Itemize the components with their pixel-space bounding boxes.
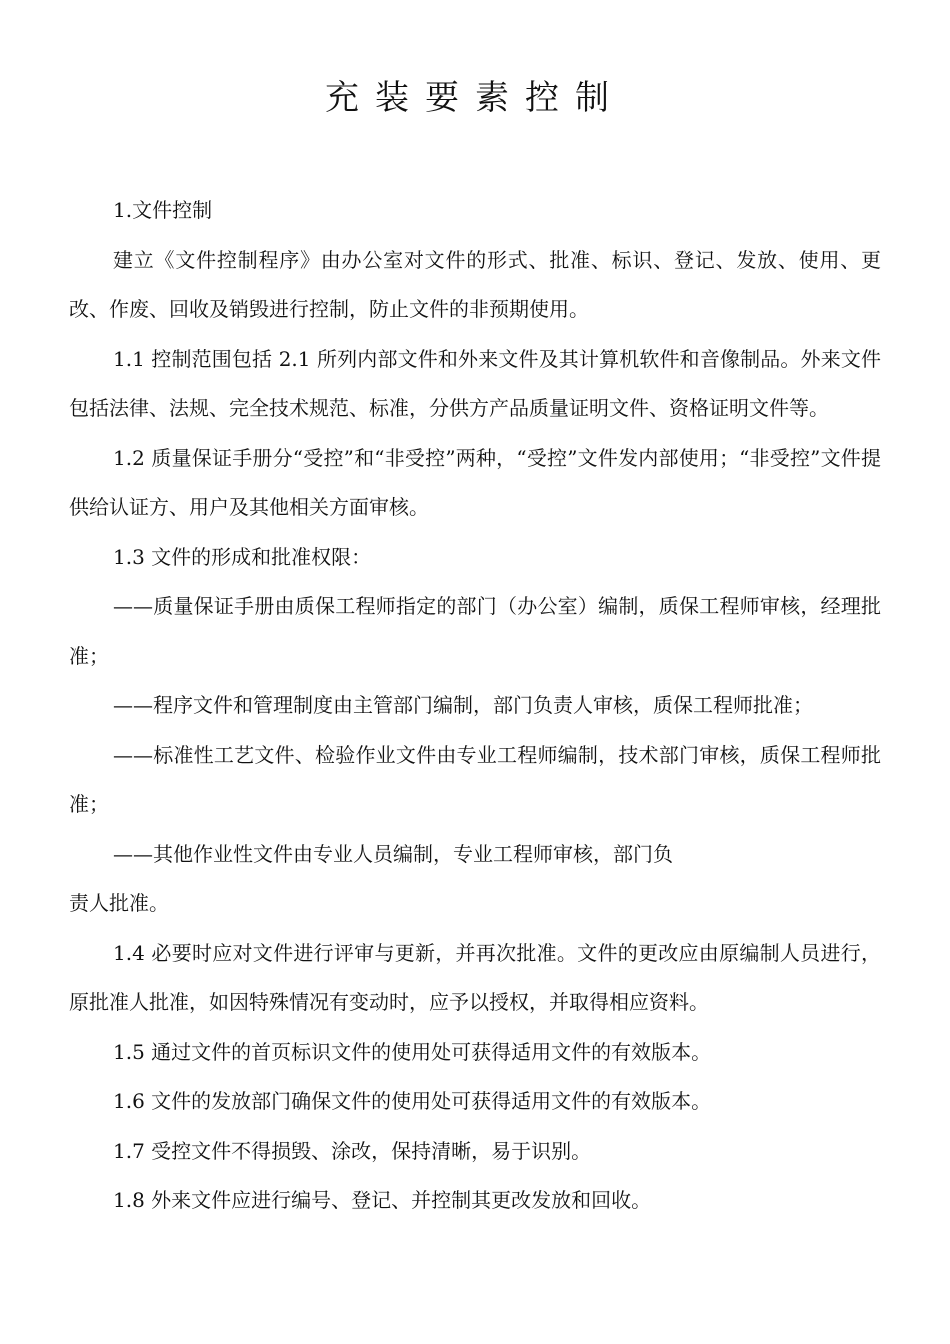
page-title: 充装要素控制 [325, 78, 625, 118]
section-heading-file-control: 1.文件控制 [113, 198, 213, 222]
paragraph-1-3-approval-authority: 1.3 文件的形成和批准权限： [113, 544, 372, 569]
paragraph-1-5-front-page-id: 1.5 通过文件的首页标识文件的使用处可获得适用文件的有效版本。 [113, 1039, 712, 1064]
paragraph-1-7-controlled-files: 1.7 受控文件不得损毁、涂改，保持清晰，易于识别。 [113, 1138, 592, 1163]
paragraph-1-1-scope: 1.1 控制范围包括 2.1 所列内部文件和外来文件及其计算机软件和音像制品。外来文件包括法律、法规、完全技术规范、标准，分供方产品质量证明文件、资格证明文件等。 [69, 346, 881, 420]
list-item-quality-manual: ——质量保证手册由质保工程师指定的部门（办公室）编制，质保工程师审核，经理批准； [69, 594, 881, 668]
list-item-process-files: ——标准性工艺文件、检验作业文件由专业工程师编制，技术部门审核，质保工程师批准； [69, 742, 881, 816]
paragraph-procedure-intro: 建立《文件控制程序》由办公室对文件的形式、批准、标识、登记、发放、使用、更改、作废、回收及销毁进行控制，防止文件的非预期使用。 [69, 247, 881, 321]
paragraph-1-8-external-files: 1.8 外来文件应进行编号、登记、并控制其更改发放和回收。 [113, 1188, 652, 1212]
document-body [69, 186, 881, 1226]
list-item-other-files: ——其他作业性文件由专业人员编制，专业工程师审核，部门负 [113, 841, 673, 866]
list-item-other-files-continued: 责人批准。 [69, 891, 169, 915]
paragraph-1-2-controlled-manual: 1.2 质量保证手册分“受控”和“非受控”两种，“受控”文件发内部使用；“非受控”文件提供给认证方、用户及其他相关方面审核。 [69, 445, 881, 519]
paragraph-1-6-distribution: 1.6 文件的发放部门确保文件的使用处可获得适用文件的有效版本。 [113, 1089, 712, 1113]
list-item-procedure-files: ——程序文件和管理制度由主管部门编制，部门负责人审核，质保工程师批准； [113, 693, 813, 717]
paragraph-1-4-review-update: 1.4 必要时应对文件进行评审与更新，并再次批准。文件的更改应由原编制人员进行，原批准人批准，如因特殊情况有变动时，应予以授权，并取得相应资料。 [69, 940, 881, 1014]
